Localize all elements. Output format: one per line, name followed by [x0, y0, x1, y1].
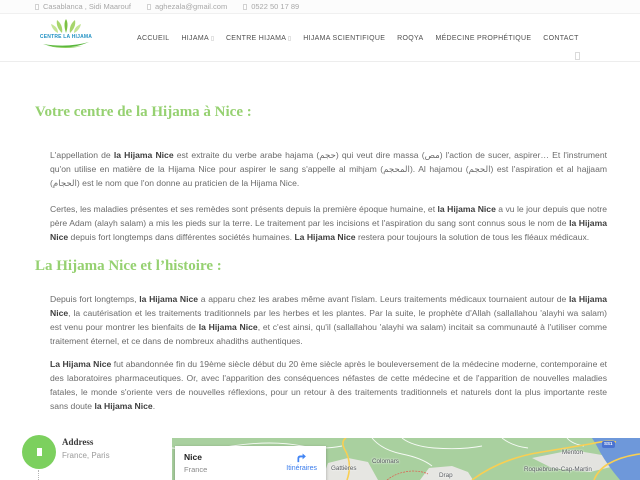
address-circle	[22, 435, 56, 469]
main-content	[0, 103, 640, 413]
topbar-email-text: aghezala@gmail.com	[154, 2, 228, 11]
main-nav	[137, 14, 579, 62]
nav-medecine-prophetique-link[interactable]: MÉDECINE PROPHÉTIQUE	[435, 34, 532, 42]
section-heading-histoire: La Hijama Nice et l’histoire :	[35, 258, 222, 274]
logo-title: CENTRE LA HIJAMA	[39, 34, 93, 40]
logo-swoosh-icon	[42, 41, 90, 50]
nav-item-accueil[interactable]	[137, 35, 169, 42]
logo-leaves-icon	[48, 19, 84, 34]
nav-item-medecine-prophetique[interactable]	[435, 35, 531, 42]
map-label-menton: Menton	[562, 449, 584, 456]
map-place-country: France	[184, 465, 208, 474]
map-label-roquebrune: Roquebrune-Cap-Martin	[524, 466, 592, 473]
location-pin-icon	[35, 4, 39, 10]
chevron-down-icon	[288, 36, 291, 41]
topbar-location-text: Casablanca , Sidi Maarouf	[43, 2, 131, 11]
nav-roqya-link[interactable]: ROQYA	[397, 34, 424, 42]
chevron-down-icon	[211, 36, 214, 41]
paragraph-appellation: L'appellation de la Hijama Nice est extraite du verbe arabe hajama (حجم) qui veut dire massa (مص) l'action de sucer, aspirer… Et l'instrument qu'on utilise en matière de la Hijama Nice pour aspirer le sang s'appelle al mihjam (المحجم). Al hajamou (الحجم) est l'aspiration et al hajjaam (الحجام) est le nom que l'on donne au praticien de la Hijama Nice.	[50, 150, 608, 188]
phone-icon	[243, 4, 247, 10]
map-label-colomars: Colomars	[372, 458, 399, 465]
nav-centre-hijama-link[interactable]: CENTRE HIJAMA	[225, 34, 287, 42]
nav-accueil-link[interactable]: ACCUEIL	[137, 34, 170, 42]
nav-hijama-scientifique-link[interactable]: HIJAMA SCIENTIFIQUE	[303, 34, 386, 42]
topbar-phone	[243, 2, 299, 11]
road-badge: SS1	[604, 441, 613, 446]
address-block	[62, 437, 110, 460]
topbar	[0, 0, 640, 14]
logo[interactable]	[35, 19, 97, 50]
directions-label: Itinéraires	[286, 465, 317, 472]
section-heading-centre: Votre centre de la Hijama à Nice :	[35, 104, 252, 120]
paragraph-histoire: Depuis fort longtemps, la Hijama Nice a apparu chez les arabes même avant l'islam. Leurs traitements médicaux tournaient autour de la Hijama Nice, la cautérisation et les traitements traditionnels par les herbes et les plantes. Par la suite, le prophète d'Allah (sallallahou 'alayhi wa salam) est venu pour montrer les bienfaits de la Hijama Nice, et c'est ainsi, qu'il (sallallahou 'alayhi wa salam) incitait sa communauté à l'utiliser comme traitement éternel, et ce dans de nombreux ahadiths authentiques.	[50, 294, 608, 346]
map-label-gattieres: Gattières	[331, 465, 357, 472]
topbar-email	[147, 2, 227, 11]
directions-link[interactable]	[286, 452, 317, 480]
address-value: France, Paris	[62, 451, 110, 460]
footer	[0, 420, 640, 480]
directions-arrow-icon	[296, 452, 307, 463]
google-map[interactable]	[172, 438, 640, 480]
nav-item-hijama[interactable]	[181, 35, 213, 42]
nav-hijama-link[interactable]: HIJAMA	[181, 34, 209, 42]
email-icon	[147, 4, 151, 10]
nav-item-hijama-scientifique[interactable]	[303, 35, 385, 42]
dotted-divider	[38, 470, 39, 480]
map-pin-icon	[37, 448, 42, 456]
nav-item-roqya[interactable]	[397, 35, 423, 42]
nav-item-contact[interactable]	[543, 35, 578, 42]
topbar-location	[35, 2, 131, 11]
address-label: Address	[62, 437, 94, 447]
map-info-card	[175, 446, 326, 480]
header	[0, 14, 640, 62]
topbar-phone-text: 0522 50 17 89	[251, 2, 300, 11]
paragraph-maladies: Certes, les maladies présentes et ses remèdes sont présents depuis la première époque humaine, et la Hijama Nice a vu le jour depuis que notre père Adam (alayh salam) a mis les pieds sur la terre. Le traitement par les incisions et l'aspiration du sang sont connus sous le nom de la Hijama Nice depuis fort longtemps dans différentes sociétés humaines. La Hijama Nice restera pour toujours la solution de tous les fléaux médicaux.	[50, 204, 607, 242]
map-card-place	[184, 452, 207, 480]
nav-item-centre-hijama[interactable]	[226, 35, 291, 42]
social-icon[interactable]	[575, 52, 580, 60]
map-place-name: Nice	[184, 452, 202, 462]
nav-contact-link[interactable]: CONTACT	[543, 34, 579, 42]
paragraph-abandon: La Hijama Nice fut abandonnée fin du 19ème siècle début du 20 ème siècle après le bouleversement de la médecine moderne, contemporaine et des laboratoires pharmaceutiques. Or, avec l'apparition des conséquences néfastes de cette médecine et de l'apparition de nouvelles maladies fatales, le monde s'oriente vers de nouvelles réflexions, pour un retour à des traitements traditionnels et naturels dont la plus importante reste sans doute la Hijama Nice.	[50, 359, 607, 411]
map-label-drap: Drap	[439, 472, 453, 479]
